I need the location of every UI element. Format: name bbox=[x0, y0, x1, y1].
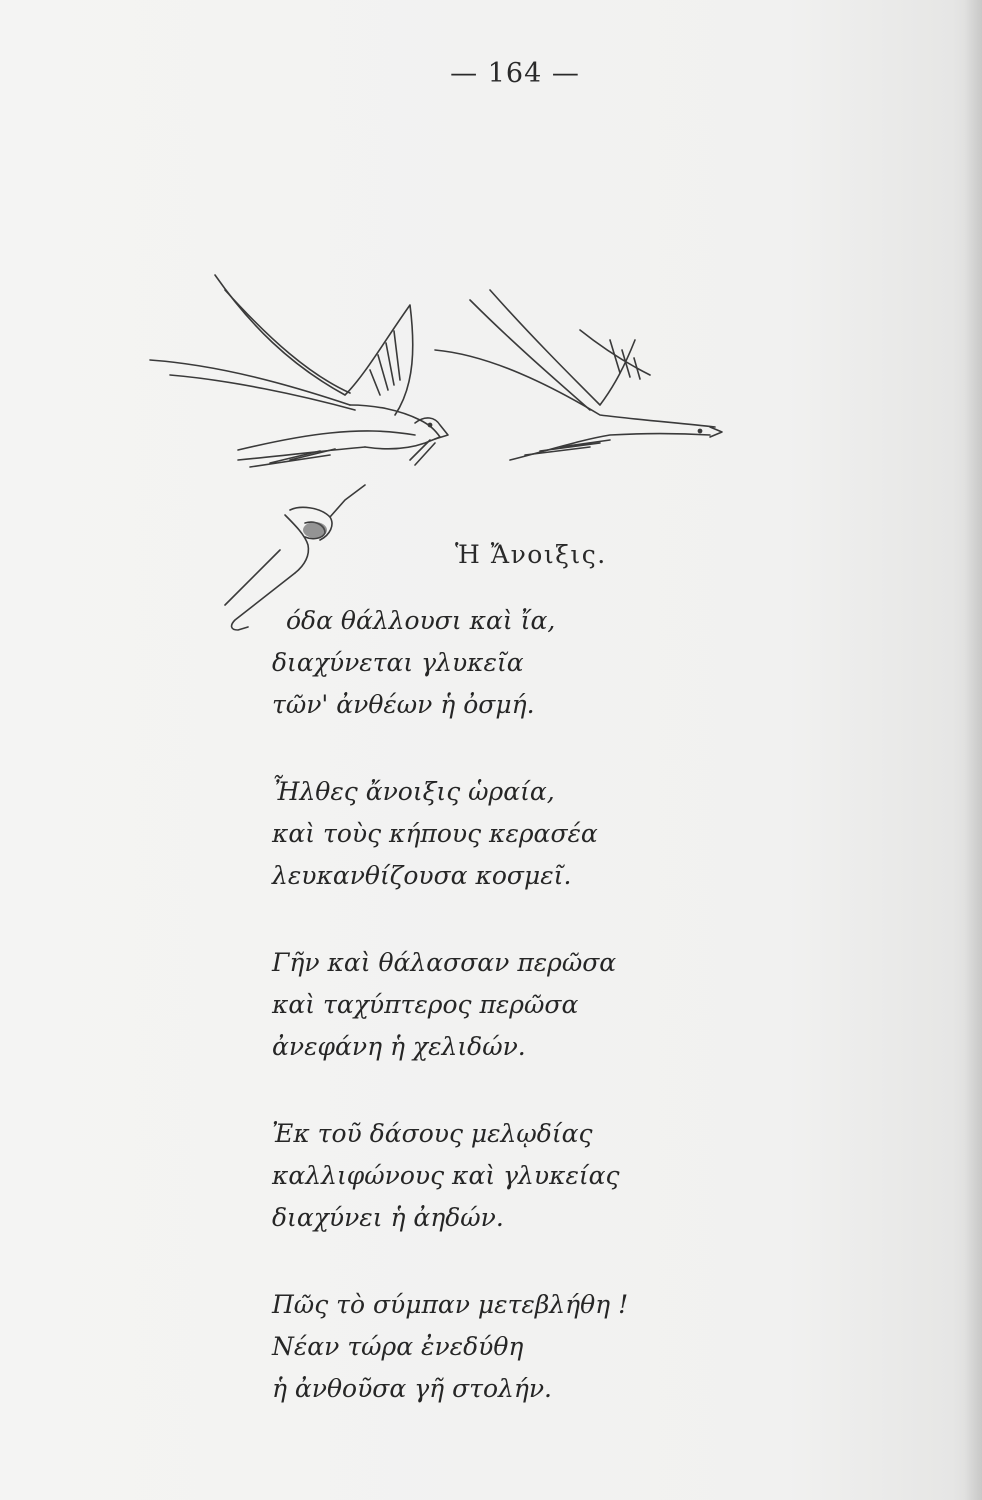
page-number: — 164 — bbox=[450, 58, 580, 89]
poem-line: τῶν' ἀνθέων ἡ ὀσμή. bbox=[272, 690, 535, 719]
stanza-5 bbox=[272, 1284, 732, 1410]
stanza-3 bbox=[272, 942, 732, 1068]
poem-line: Ἦλθες ἄνοιξις ὡραία, bbox=[272, 777, 555, 806]
page-edge-shadow bbox=[964, 0, 982, 1500]
poem-line: διαχύνεται γλυκεῖα bbox=[272, 648, 524, 677]
poem-line: διαχύνει ἡ ἀηδών. bbox=[272, 1203, 504, 1232]
poem-line: όδα θάλλουσι καὶ ἴα, bbox=[286, 606, 556, 635]
poem-line: λευκανθίζουσα κοσμεῖ. bbox=[272, 861, 572, 890]
poem-title: Ἡ Ἄνοιξις. bbox=[455, 540, 607, 569]
left-swallow-icon bbox=[150, 275, 448, 467]
poem-line: καὶ ταχύπτερος περῶσα bbox=[272, 990, 579, 1019]
poem-line: Νέαν τώρα ἐνεδύθη bbox=[272, 1332, 524, 1361]
poem-line: Γῆν καὶ θάλασσαν περῶσα bbox=[272, 948, 617, 977]
poem-line: ἀνεφάνη ἡ χελιδών. bbox=[272, 1032, 526, 1061]
right-swallow-icon bbox=[435, 290, 722, 460]
stanza-4 bbox=[272, 1113, 732, 1239]
stanza-2 bbox=[272, 771, 732, 897]
stanza-1 bbox=[272, 600, 732, 726]
poem-line: καλλιφώνους καὶ γλυκείας bbox=[272, 1161, 620, 1190]
poem-line: Πῶς τὸ σύμπαν μετεβλήθη ! bbox=[272, 1290, 629, 1319]
swallows-with-initial-R-icon bbox=[130, 255, 770, 635]
poem-line: Ἐκ τοῦ δάσους μελῳδίας bbox=[272, 1119, 593, 1148]
poem-line: ἡ ἀνθοῦσα γῆ στολήν. bbox=[272, 1374, 552, 1403]
poem-line: καὶ τοὺς κήπους κερασέα bbox=[272, 819, 598, 848]
poem-body bbox=[272, 600, 732, 1455]
